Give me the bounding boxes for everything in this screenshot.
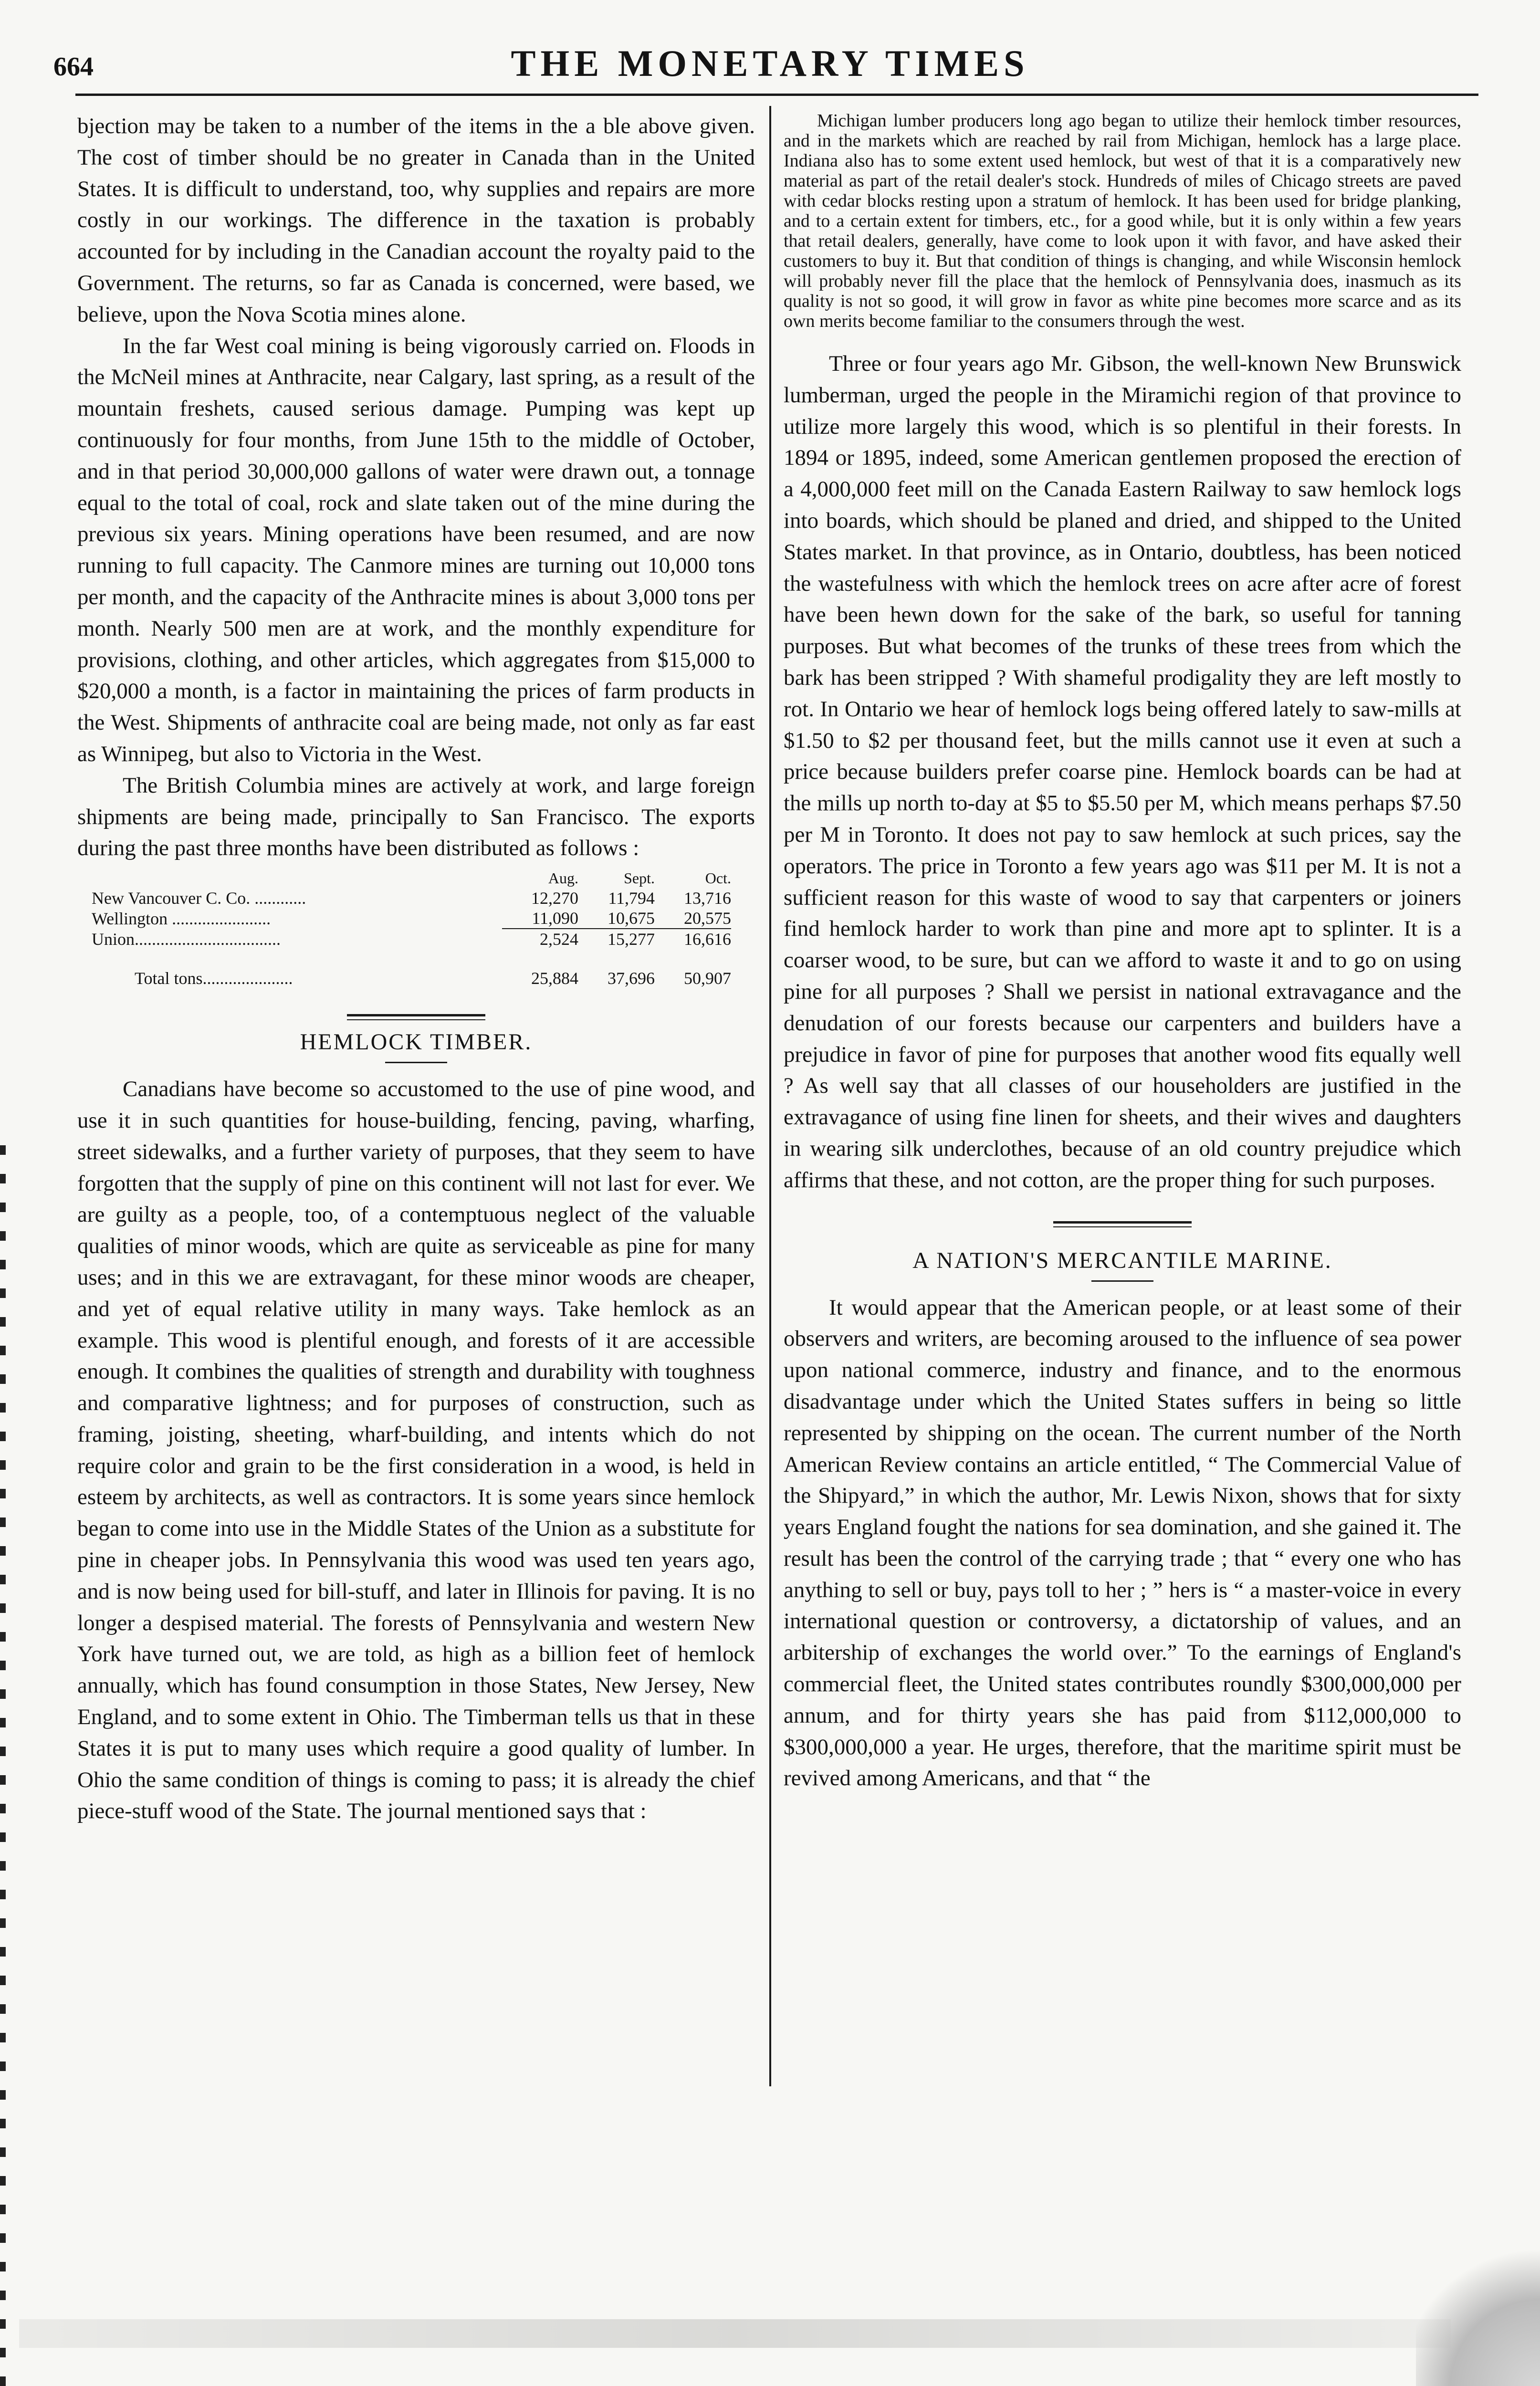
table-row	[92, 888, 731, 908]
right-column	[784, 111, 1461, 1794]
row-name: Wellington .......................	[92, 909, 271, 928]
section-divider	[347, 1014, 485, 1020]
row-name: Union..................................	[92, 929, 281, 949]
total-sept: 37,696	[608, 969, 655, 988]
section-divider	[1053, 1221, 1192, 1227]
row-sept: 11,794	[608, 889, 655, 908]
binding-edge-marks	[0, 1145, 6, 2386]
marine-heading: A NATION'S MERCANTILE MARINE.	[912, 1247, 1332, 1273]
torn-corner	[1416, 2232, 1540, 2386]
row-oct: 13,716	[684, 889, 731, 908]
column-header-oct: Oct.	[705, 869, 731, 887]
row-oct: 20,575	[684, 909, 731, 928]
timberman-quote: Michigan lumber producers long ago began to utilize their hemlock timber resources, and in the markets which are reached by rail from Michigan, hemlock has a large place. Indiana also has to some extent used hemlock, but west of that it is a comparatively new material as part of the retail dealer's stock. Hundreds of miles of Chicago streets are paved with cedar blocks resting upon a stratum of hemlock. It has been used for bridge planking, and to a certain extent for timbers, etc., for a good while, but it is only within a few years that retail dealers, generally, have come to look upon it with favor, and have asked their customers to buy it. But that condition of things is changing, and while Wisconsin hemlock will probably never fill the place that the hemlock of Pennsylvania does, inasmuch as its quality is not so good, it will grow in favor as white pine becomes more scarce and as its own merits become familiar to the consumers through the west.	[784, 111, 1461, 331]
bottom-scan-smudge	[19, 2319, 1451, 2348]
table-total-row	[92, 949, 731, 988]
page-number: 664	[53, 52, 94, 82]
row-aug: 12,270	[531, 889, 578, 908]
column-header-aug: Aug.	[548, 869, 578, 887]
coal-mining-paragraph-3: The British Columbia mines are actively at work, and large foreign shipments are being made, principally to San Francisco. The exports during the past three months have been distributed as follows :	[77, 773, 755, 861]
total-oct: 50,907	[684, 969, 731, 988]
masthead-title: THE MONETARY TIMES	[511, 42, 1029, 84]
header-rule	[75, 94, 1478, 96]
total-label: Total tons.....................	[135, 969, 293, 988]
row-name: New Vancouver C. Co. ............	[92, 889, 306, 908]
heading-underline	[1091, 1280, 1153, 1282]
row-oct: 16,616	[655, 929, 731, 949]
hemlock-paragraph-2: Three or four years ago Mr. Gibson, the well-known New Brunswick lumberman, urged the people in the Miramichi region of that province to utilize more largely this wood, which is so plentiful in their forests. In 1894 or 1895, indeed, some American gentlemen proposed the erection of a 4,000,000 feet mill on the Canada Eastern Railway to saw hemlock logs into boards, which should be planed and dried, and shipped to the United States market. In that province, as in Ontario, doubtless, has been noticed the wastefulness with which the hemlock trees on acre after acre of forest have been hewn down for the sake of the bark, so useful for tanning purposes. But what becomes of the trunks of these trees from which the bark has been stripped ? With shameful prodigality they are left mostly to rot. In Ontario we hear of hemlock logs being offered lately to saw-mills at $1.50 to $2 per thousand feet, but the mills cannot use it even at such a price because builders prefer coarse pine. Hemlock boards can be had at the mills up north to-day at $5 to $5.50 per M, which means perhaps $7.50 per M in Toronto. It does not pay to saw hemlock at such prices, say the operators. The price in Toronto a few years ago was $11 per M. It is not a sufficient reason for this waste of wood to say that carpenters or joiners find hemlock harder to work than pine and more apt to splinter. It is a coarser wood, to be sure, but can we afford to waste it and to go on using pine for all purposes ? Shall we persist in national extravagance and the denudation of our forests because our carpenters and builders have a prejudice in favor of pine for purposes that another wood fits equally well ? As well say that all classes of our householders are justified in the extravagance of using fine linen for sheets, and their wives and daughters in wearing silk underclothes, because of an old country prejudice which affirms that these, and not cotton, are the proper thing for such purposes.	[784, 351, 1461, 1193]
total-aug: 25,884	[531, 969, 578, 988]
row-aug: 2,524	[502, 929, 578, 949]
hemlock-paragraph: Canadians have become so accustomed to the use of pine wood, and use it in such quantities for house-building, fencing, paving, wharfing, street sidewalks, and a further variety of purposes, that they seem to have forgotten that the supply of pine on this continent will not last for ever. We are guilty as a people, too, of a contemptuous neglect of the valuable qualities of minor woods, which are quite as serviceable as pine for many uses; and in this we are extravagant, for these minor woods are cheaper, and yet of equal relative utility in many ways. Take hemlock as an example. This wood is plentiful enough, and forests of it are accessible enough. It combines the qualities of strength and durability with toughness and comparative lightness; and for purposes of construction, such as framing, joisting, sheeting, wharf-building, and intents which do not require color and grain to be the first consideration in a wood, is held in esteem by architects, as well as contractors. It is some years since hemlock began to come into use in the Middle States of the Union as a substitute for pine in cheaper jobs. In Pennsylvania this wood was used ten years ago, and is now being used for bill-stuff, and later in Illinois for paving. It is no longer a despised material. The forests of Pennsylvania and western New York have turned out, we are told, as high as a billion feet of hemlock annually, which has found consumption in those States, New Jersey, New England, and to some extent in Ohio. The Timberman tells us that in these States it is put to many uses which require a good quality of lumber. In Ohio the same condition of things is coming to pass; it is already the chief piece-stuff wood of the State. The journal mentioned says that :	[77, 1077, 755, 1824]
heading-underline	[385, 1062, 447, 1063]
left-column	[77, 111, 755, 1827]
table-row	[92, 929, 731, 949]
column-header-sept: Sept.	[624, 869, 655, 887]
column-divider	[769, 106, 771, 2086]
hemlock-heading: HEMLOCK TIMBER.	[300, 1029, 533, 1055]
marine-paragraph: It would appear that the American people, or at least some of their observers and writers, are becoming aroused to the influence of sea power upon national commerce, industry and finance, and to the enormous disadvantage under which the United States suffers in being so little represented by shipping on the ocean. The current number of the North American Review contains an article entitled, “ The Commercial Value of the Shipyard,” in which the author, Mr. Lewis Nixon, shows that for sixty years England fought the nations for sea domination, and she gained it. The result has been the control of the carrying trade ; that “ every one who has anything to sell or buy, pays toll to her ; ” hers is “ a master-voice in every international question or controversy, a dictatorship of values, and an arbitership of exchanges the world over.” To the earnings of England's commercial fleet, the United states contributes roundly $300,000,000 per annum, and for thirty years she has paid from $112,000,000 to $300,000,000 a year. He urges, therefore, that the maritime spirit must be revived among Americans, and that “ the	[784, 1295, 1461, 1791]
coal-mining-paragraph-1: bjection may be taken to a number of the items in the a ble above given. The cost of timber should be no greater in Canada than in the United States. It is difficult to understand, too, why supplies and repairs are more costly in our workings. The difference in the taxation is probably accounted for by including in the Canadian account the royalty paid to the Government. The returns, so far as Canada is concerned, were based, we believe, upon the Nova Scotia mines alone.	[77, 114, 755, 327]
coal-mining-paragraph-2: In the far West coal mining is being vigorously carried on. Floods in the McNeil mines at Anthracite, near Calgary, last spring, as a result of the mountain freshets, caused serious damage. Pumping was kept up continuously for four months, from June 15th to the middle of October, and in that period 30,000,000 gallons of water were drawn out, a tonnage equal to the total of coal, rock and slate taken out of the mine during the previous six years. Mining operations have been resumed, and are now running to full capacity. The Canmore mines are turning out 10,000 tons per month, and the capacity of the Anthracite mines is about 3,000 tons per month. Nearly 500 men are at work, and the monthly expenditure for provisions, clothing, and other articles, which aggregates from $15,000 to $20,000 a month, is a factor in maintaining the prices of farm products in the West. Shipments of anthracite coal are being made, not only as far east as Winnipeg, but also to Victoria in the West.	[77, 333, 755, 766]
coal-exports-table	[92, 868, 731, 988]
table-row	[92, 908, 731, 929]
row-sept: 10,675	[608, 909, 655, 928]
table-header-row	[92, 868, 731, 888]
row-sept: 15,277	[578, 929, 655, 949]
row-aug: 11,090	[532, 909, 578, 928]
